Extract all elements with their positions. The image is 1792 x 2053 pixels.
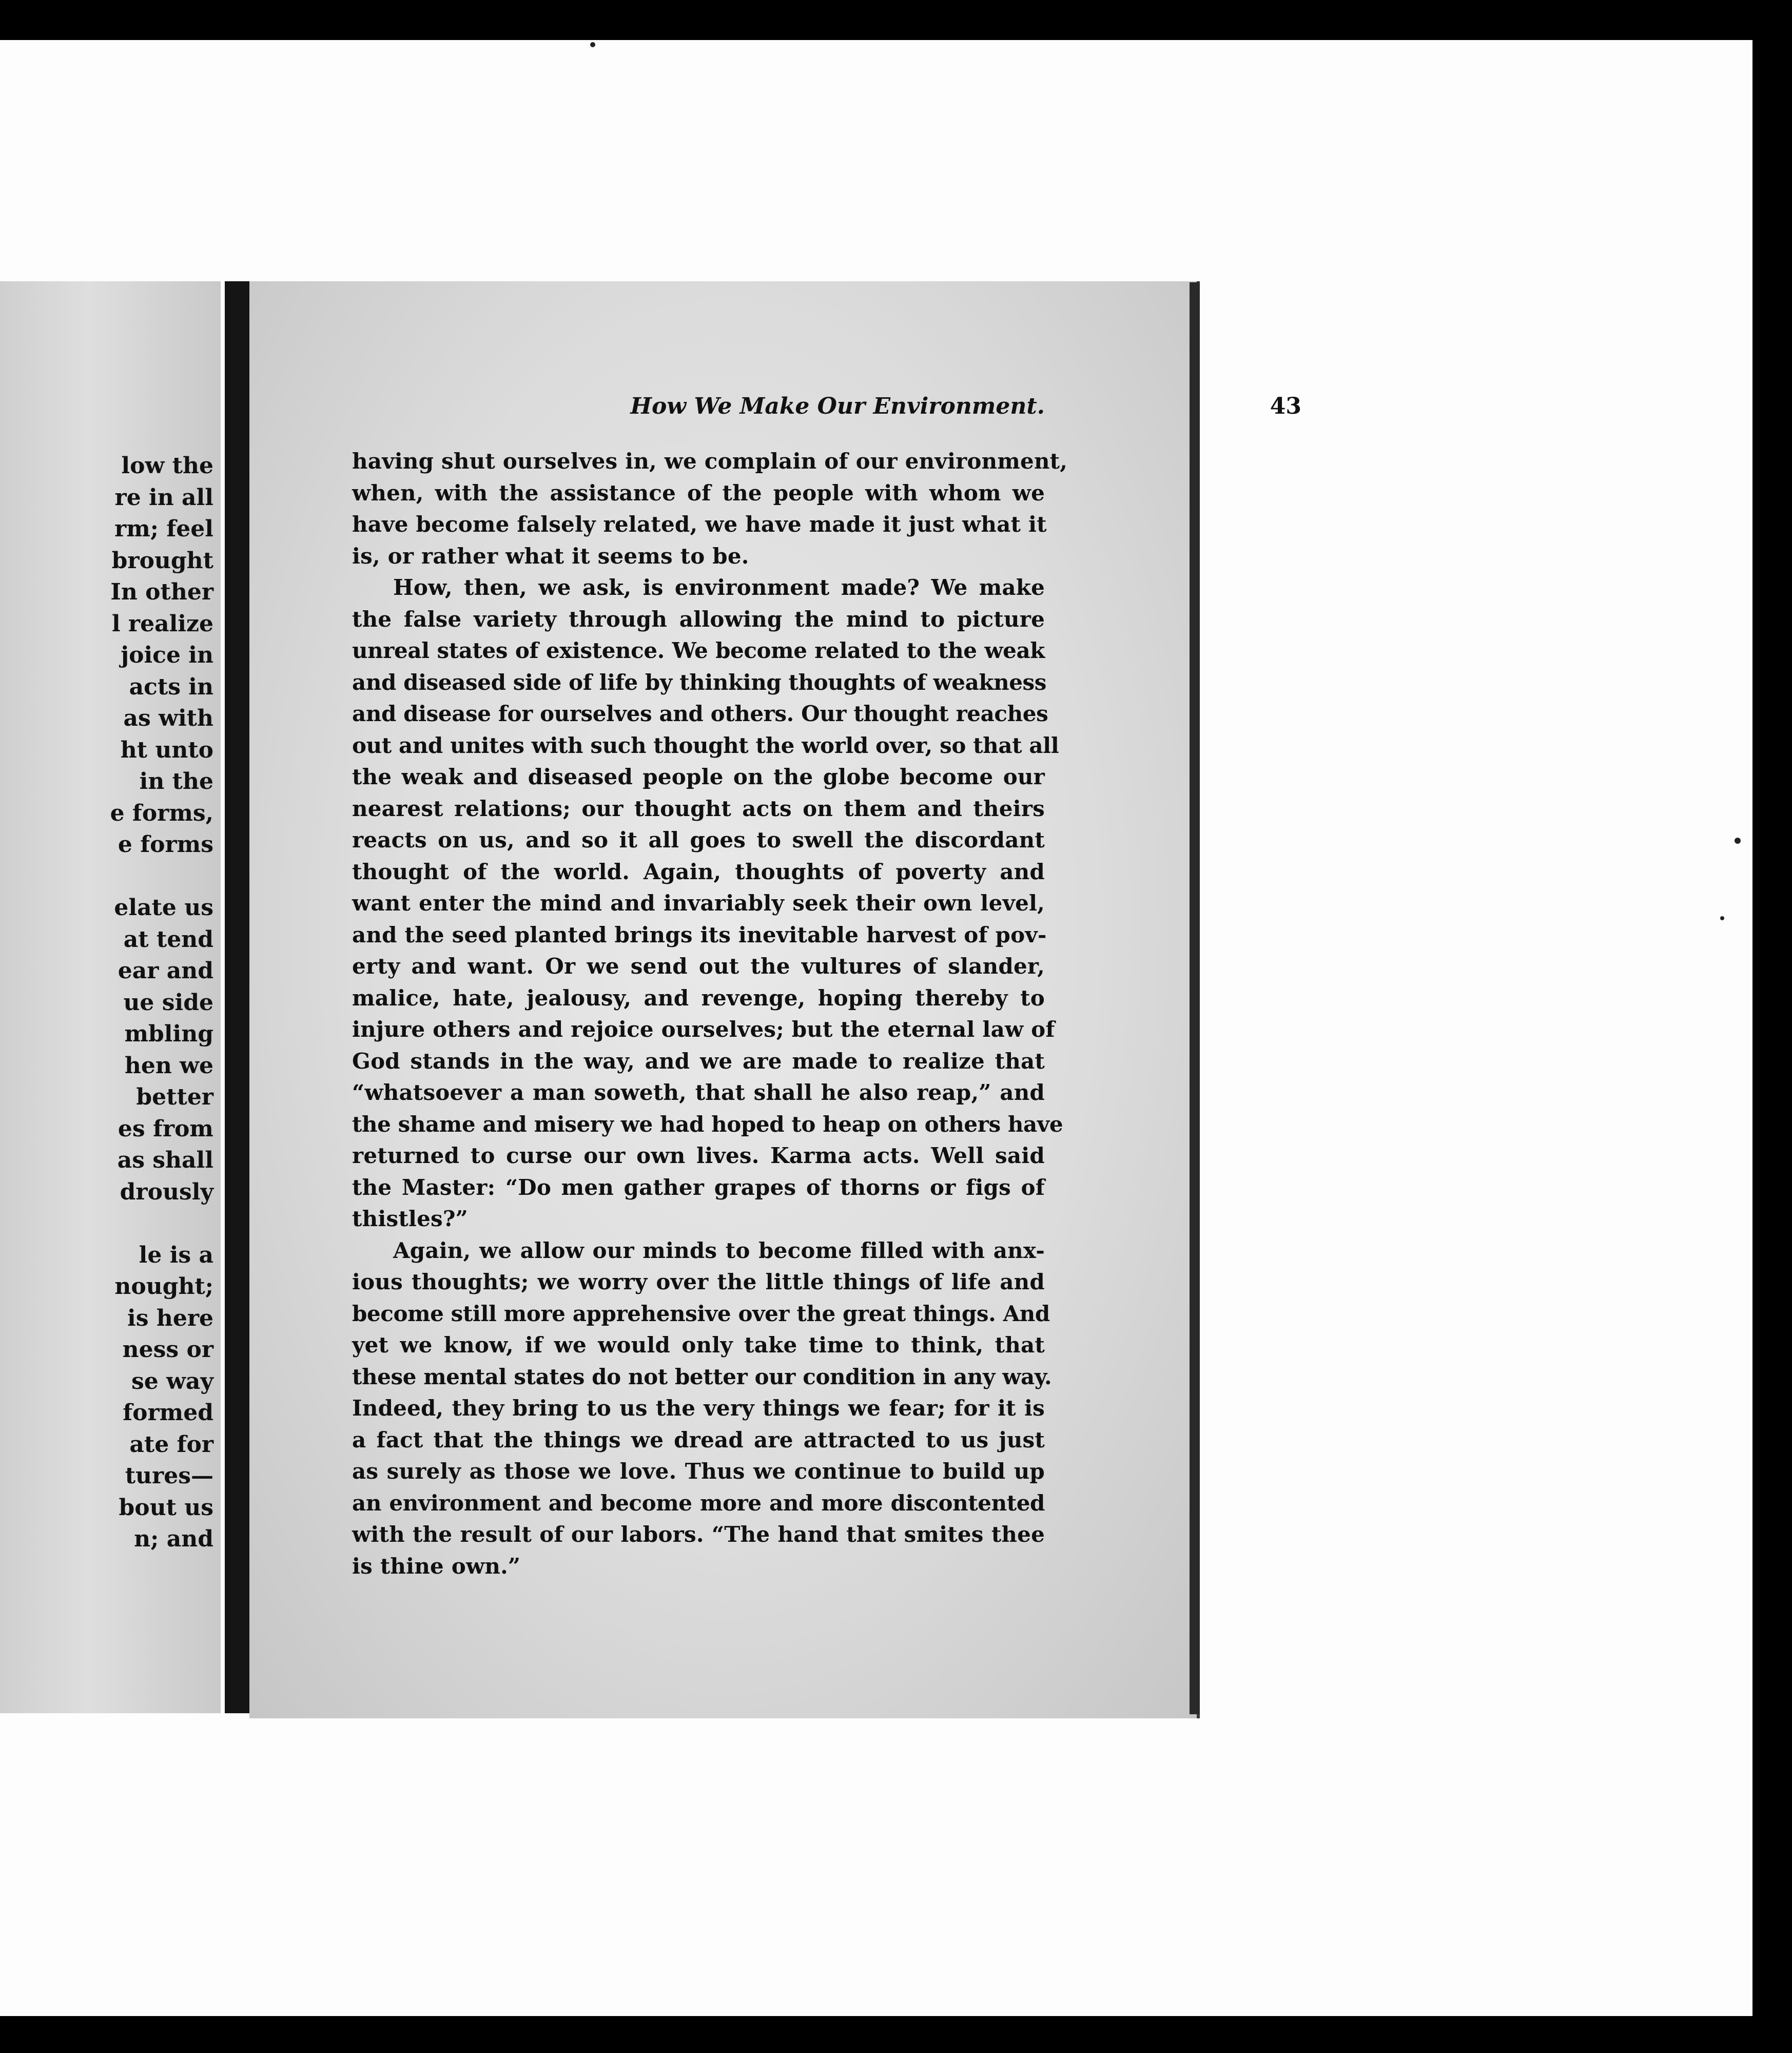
left-page-line: ue side xyxy=(123,990,213,1016)
left-page-line: as with xyxy=(123,705,213,731)
text-line: is thine own.” xyxy=(352,1553,521,1579)
text-line: and the seed planted brings its inevitable harvest of pov- xyxy=(352,922,1047,947)
text-line: when, with the assistance of the people with whom we xyxy=(352,480,1045,506)
text-line: having shut ourselves in, we complain of our environment, xyxy=(352,449,1068,474)
left-page-line: in the xyxy=(139,768,213,795)
left-page-line: tures— xyxy=(125,1463,213,1489)
text-line: is, or rather what it seems to be. xyxy=(352,543,749,569)
text-line: have become falsely related, we have made it just what it xyxy=(352,512,1047,537)
left-page-line: e forms xyxy=(118,831,213,858)
text-line: Indeed, they bring to us the very things we fear; for it is xyxy=(352,1396,1045,1421)
left-page-line: is here xyxy=(127,1305,213,1331)
text-line: ious thoughts; we worry over the little things of life and xyxy=(352,1269,1045,1294)
left-page-line: es from xyxy=(118,1116,213,1142)
left-page-line: rm; feel xyxy=(114,516,213,542)
left-page-line: ness or xyxy=(122,1337,213,1363)
text-line: and disease for ourselves and others. Our thought reaches xyxy=(352,701,1048,726)
left-page-line: acts in xyxy=(129,674,213,700)
left-page-line: le is a xyxy=(139,1242,213,1268)
left-page-line: as shall xyxy=(117,1147,213,1173)
left-page-line: ate for xyxy=(129,1431,213,1458)
left-page-line: better xyxy=(136,1084,213,1110)
text-line: thistles?” xyxy=(352,1206,469,1231)
text-line: these mental states do not better our condition in any way. xyxy=(352,1364,1052,1389)
text-line: reacts on us, and so it all goes to swell the discordant xyxy=(352,827,1045,853)
text-line: injure others and rejoice ourselves; but the eternal law of xyxy=(352,1017,1055,1042)
left-page-line: nought; xyxy=(114,1273,213,1300)
scan-speck xyxy=(590,42,595,47)
left-page-line: formed xyxy=(123,1400,213,1426)
text-line: malice, hate, jealousy, and revenge, hoping thereby to xyxy=(352,985,1045,1011)
text-line: out and unites with such thought the world over, so that all xyxy=(352,732,1059,758)
left-page-line: bout us xyxy=(119,1495,213,1521)
left-page-line: drously xyxy=(120,1179,213,1205)
text-line: the shame and misery we had hoped to heap on others have xyxy=(352,1111,1063,1137)
text-line: nearest relations; our thought acts on them and theirs xyxy=(352,796,1045,821)
left-page-line: l realize xyxy=(111,611,213,637)
text-line: yet we know, if we would only take time to think, that xyxy=(352,1332,1045,1358)
scan-speck xyxy=(1720,916,1724,920)
text-line: erty and want. Or we send out the vultures of slander, xyxy=(352,954,1045,979)
left-page-line: re in all xyxy=(114,485,213,511)
text-line: How, then, we ask, is environment made? We make xyxy=(393,575,1045,600)
text-line: Again, we allow our minds to become filled with anx- xyxy=(393,1237,1045,1263)
left-page-line: ht unto xyxy=(120,737,213,763)
left-page-line: e forms, xyxy=(110,800,213,826)
left-page-line: n; and xyxy=(134,1526,213,1552)
running-head: How We Make Our Environment. xyxy=(630,393,1045,419)
text-line: the false variety through allowing the mind to picture xyxy=(352,606,1045,632)
text-line: and diseased side of life by thinking thoughts of weakness xyxy=(352,669,1047,695)
body-text xyxy=(352,446,1068,1582)
text-line: “whatsoever a man soweth, that shall he also reap,” and xyxy=(352,1080,1045,1105)
page-number: 43 xyxy=(1270,393,1301,419)
left-page-line: elate us xyxy=(114,895,213,921)
left-page-line: In other xyxy=(110,579,213,605)
text-line: unreal states of existence. We become related to the weak xyxy=(352,638,1045,663)
text-line: become still more apprehensive over the great things. And xyxy=(352,1301,1050,1326)
right-page xyxy=(249,281,1301,1718)
left-page-line: at tend xyxy=(123,926,213,953)
text-line: thought of the world. Again, thoughts of poverty and xyxy=(352,859,1045,884)
text-line: want enter the mind and invariably seek their own level, xyxy=(352,890,1045,916)
left-page-line: brought xyxy=(111,548,213,574)
text-line: returned to curse our own lives. Karma acts. Well said xyxy=(352,1143,1045,1168)
left-page-line: mbling xyxy=(124,1021,213,1047)
page-right-edge-shadow xyxy=(1190,282,1200,1714)
text-line: the weak and diseased people on the globe become our xyxy=(352,764,1045,789)
left-page-line: ear and xyxy=(118,958,213,984)
book-spine-gutter xyxy=(225,281,249,1713)
left-page-line: hen we xyxy=(124,1053,213,1079)
left-page xyxy=(0,281,221,1713)
left-page-line: joice in xyxy=(121,642,213,668)
left-page-line: se way xyxy=(131,1368,213,1395)
text-line: with the result of our labors. “The hand that smites thee xyxy=(352,1522,1045,1547)
left-page-line: low the xyxy=(121,453,213,479)
text-line: a fact that the things we dread are attracted to us just xyxy=(352,1427,1045,1452)
text-line: as surely as those we love. Thus we continue to build up xyxy=(352,1459,1045,1484)
text-line: God stands in the way, and we are made to realize that xyxy=(352,1048,1045,1074)
text-line: an environment and become more and more discontented xyxy=(352,1490,1045,1516)
scan-speck xyxy=(1735,838,1741,844)
text-line: the Master: “Do men gather grapes of thorns or figs of xyxy=(352,1174,1045,1200)
